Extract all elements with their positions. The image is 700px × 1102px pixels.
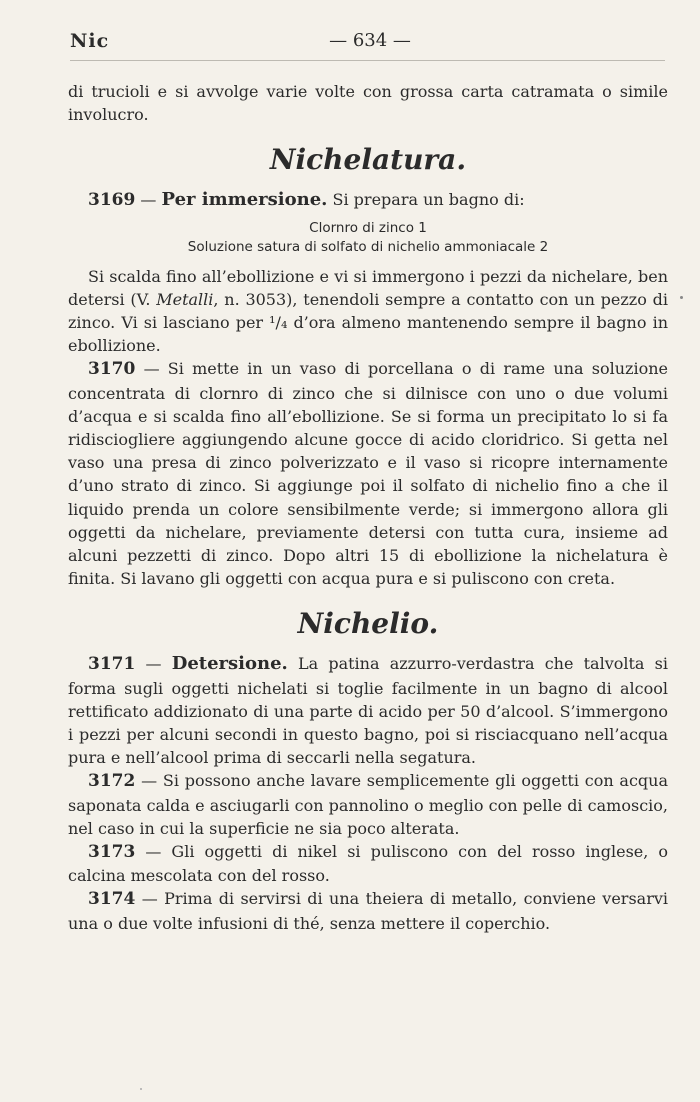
- recipe-list: [68, 219, 668, 257]
- recipe-line: Clornro di zinco 1: [309, 219, 427, 236]
- section-heading-nichelio: Nichelio.: [297, 607, 439, 641]
- entry-text: , n. 3053), tenendoli sempre a contatto con un pezzo di zinco. Vi si lasciano per ¹/₄ d’ora almeno mantenendo sempre il bagno in ebollizione.: [68, 289, 668, 356]
- entry-number: 3173: [88, 842, 136, 863]
- entry-3174: 3174 — Prima di servirsi di una theiera di metallo, conviene versarvi una o due volte infusioni di thé, senza mettere il coperchio.: [68, 889, 669, 933]
- entry-text: La patina azzurro-verdastra che talvolta si forma sugli oggetti nichelati si toglie facilmente in un bagno di alcool rettificato addizionato di una parte di acido per 50 d’alcool. S’immergono i pezzi per alcuni secondi in questo bagno, poi si risciacquano nell’acqua pura e nell’alcool prima di seccarli nella segatura.: [68, 654, 668, 768]
- section-heading-nichelatura: Nichelatura.: [269, 143, 467, 177]
- entry-3169-continued: [68, 265, 668, 358]
- cross-reference: Metalli: [156, 289, 214, 309]
- entry-number: 3172: [88, 771, 136, 792]
- running-head: Nic: [70, 30, 110, 52]
- entry-number: 3171: [88, 654, 136, 675]
- print-speck: [140, 1088, 142, 1090]
- entry-3173: 3173 — Gli oggetti di nikel si puliscono con del rosso inglese, o calcina mescolata con del rosso.: [68, 842, 669, 886]
- entry-title: Per immersione.: [161, 189, 328, 211]
- entry-title: Detersione.: [171, 653, 288, 675]
- entry-3169: 3169 — Per immersione. Si prepara un bagno di:: [88, 189, 525, 211]
- entry-number: 3174: [88, 889, 136, 910]
- entry-3171: 3171 — Detersione. La patina azzurro-verdastra che talvolta si forma sugli oggetti nichelati si toglie facilmente in un bagno di alcool rettificato addizionato di una parte di acido per 50 d’alcool. S’immergono i pezzi per alcuni secondi in questo bagno, poi si risciacquano nell’acqua pura e nell’alcool prima di seccarli nella segatura.: [68, 653, 668, 768]
- entry-text: Si prepara un bagno di:: [332, 190, 525, 210]
- entry-text: Gli oggetti di nikel si puliscono con del rosso inglese, o calcina mescolata con del rosso.: [68, 842, 669, 886]
- entry-text: Prima di servirsi di una theiera di metallo, conviene versarvi una o due volte infusioni di thé, senza mettere il coperchio.: [68, 889, 669, 933]
- entry-3170: 3170 — Si mette in un vaso di porcellana o di rame una soluzione concentrata di clornro di zinco che si dilnisce con uno o due volumi d’acqua e si scalda fino all’ebollizione. Se si forma un precipitato lo si fa ridisciogliere aggiungendo alcune gocce di acido cloridrico. Si getta nel vaso una presa di zinco polverizzato e il vaso si ricopre internamente d’uno strato di zinco. Si aggiunge poi il solfato di nichelio fino a che il liquido prenda un colore sensibilmente verde; si immergono allora gli oggetti da nichelare, previamente detersi con tutta cura, insieme ad alcuni pezzetti di zinco. Dopo altri 15 di ebollizione la nichelatura è finita. Si lavano gli oggetti con acqua pura e si puliscono con creta.: [68, 359, 668, 589]
- entry-text: Si mette in un vaso di porcellana o di rame una soluzione concentrata di clornro di zinco che si dilnisce con uno o due volumi d’acqua e si scalda fino all’ebollizione. Se si forma un precipitato lo si fa ridisciogliere aggiungendo alcune gocce di acido cloridrico. Si getta nel vaso una presa di zinco polverizzato e il vaso si ricopre internamente d’uno strato di zinco. Si aggiunge poi il solfato di nichelio fino a che il liquido prenda un colore sensibilmente verde; si immergono allora gli oggetti da nichelare, previamente detersi con tutta cura, insieme ad alcuni pezzetti di zinco. Dopo altri 15 di ebollizione la nichelatura è finita. Si lavano gli oggetti con acqua pura e si puliscono con creta.: [68, 359, 668, 589]
- entry-text: Si scalda fino all’ebollizione e vi si immergono i pezzi da nichelare, ben detersi (V.: [68, 266, 668, 309]
- page-header: [70, 30, 670, 54]
- entry-number: 3169: [88, 190, 136, 211]
- print-speck: [680, 296, 683, 299]
- entry-number: 3170: [88, 359, 136, 380]
- entry-text: Si possono anche lavare semplicemente gli oggetti con acqua saponata calda e asciugarli con pannolino o meglio con pelle di camoscio, nel caso in cui la superficie ne sia poco alterata.: [68, 771, 668, 838]
- entry-3172: 3172 — Si possono anche lavare semplicemente gli oggetti con acqua saponata calda e asciugarli con pannolino o meglio con pelle di camoscio, nel caso in cui la superficie ne sia poco alterata.: [68, 771, 668, 838]
- recipe-line: Soluzione satura di solfato di nichelio ammoniacale 2: [187, 238, 549, 255]
- page-body: [68, 80, 668, 935]
- header-rule: [70, 60, 665, 61]
- page-number: — 634 —: [329, 30, 411, 51]
- intro-paragraph: di trucioli e si avvolge varie volte con grossa carta catramata o simile involucro.: [68, 82, 668, 125]
